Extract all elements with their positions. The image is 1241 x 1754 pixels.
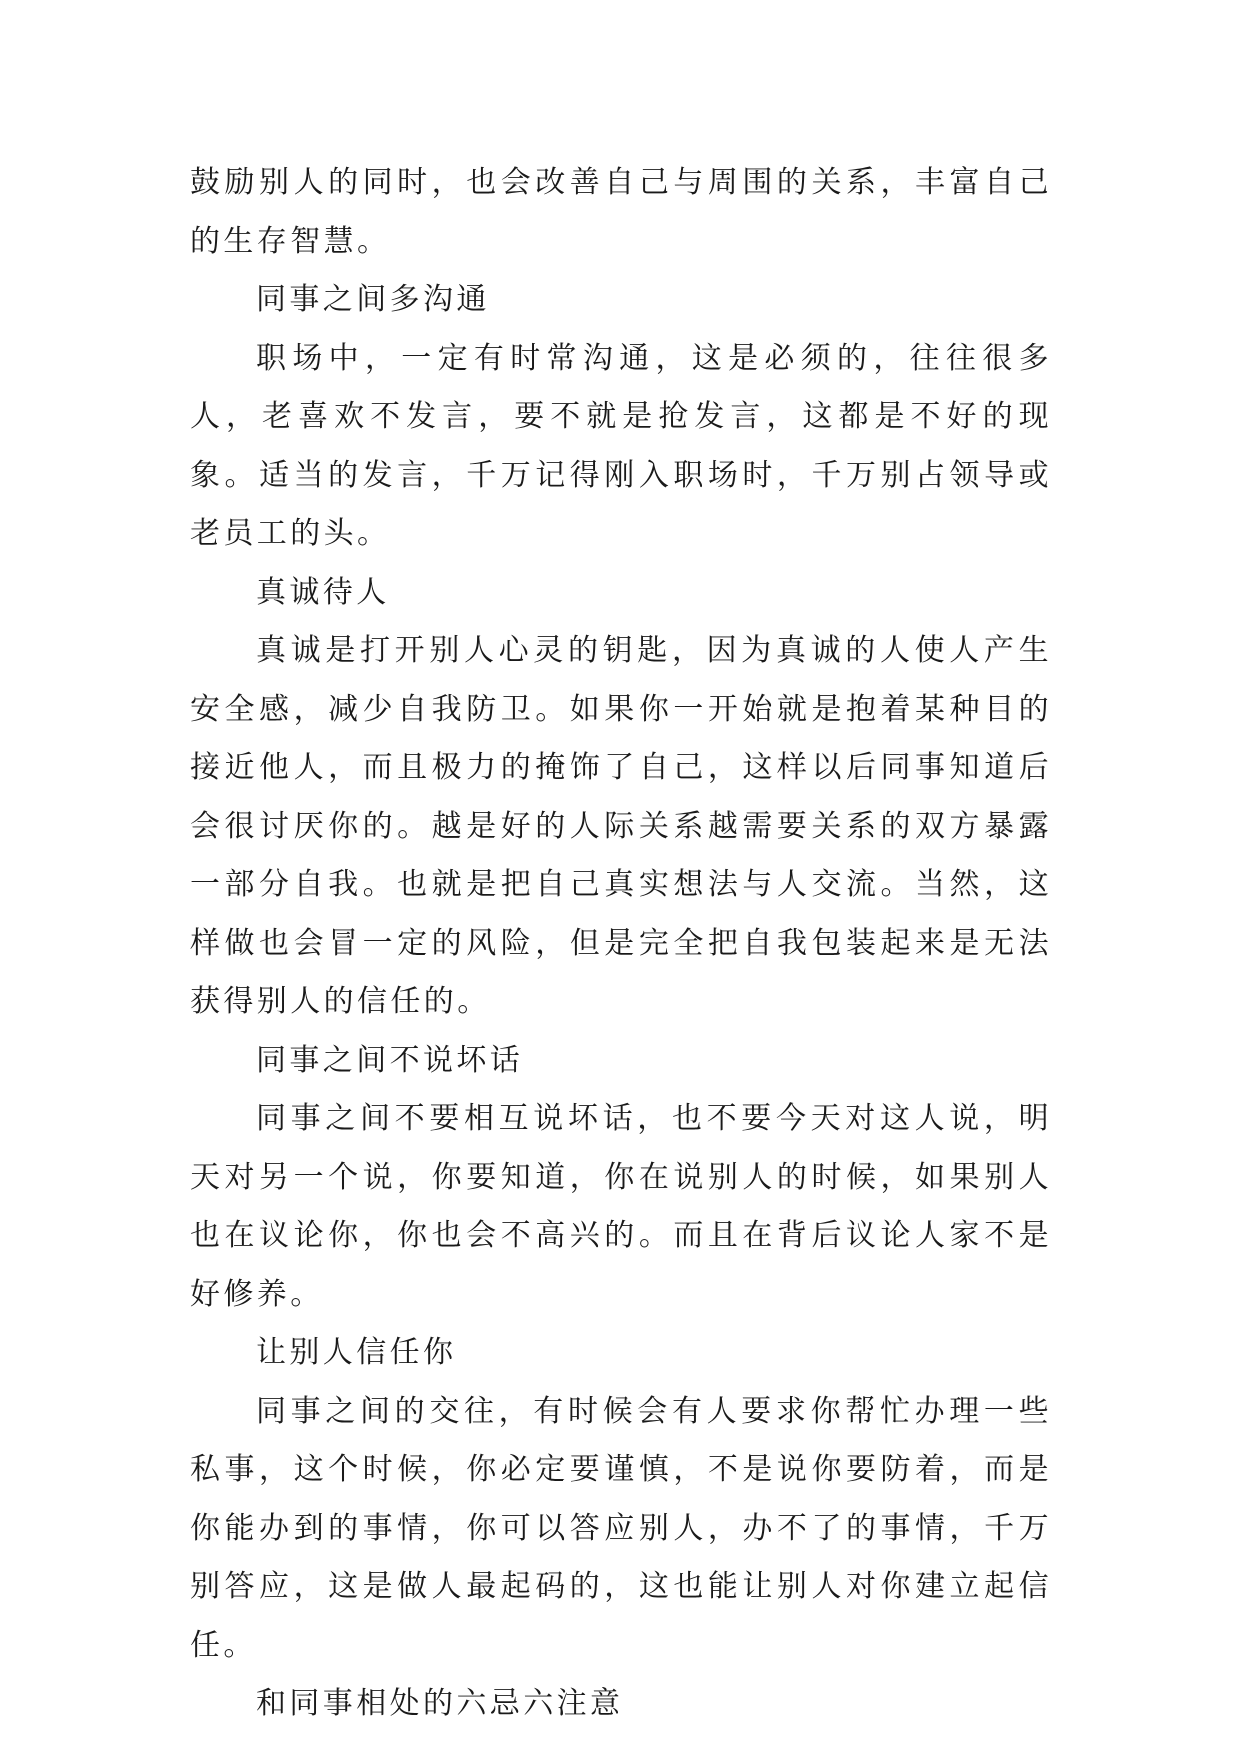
paragraph-no-gossip: 同事之间不要相互说坏话，也不要今天对这人说，明天对另一个说，你要知道，你在说别人的时候，如果别人也在议论你，你也会不高兴的。而且在背后议论人家不是好修养。: [190, 1101, 1052, 1312]
heading-communicate: 同事之间多沟通: [256, 282, 490, 317]
heading-no-gossip: 同事之间不说坏话: [256, 1042, 524, 1078]
paragraph-sincerity: 真诚是打开别人心灵的钥匙，因为真诚的人使人产生安全感，减少自我防卫。如果你一开始就是抱着某种目的接近他人，而且极力的掩饰了自己，这样以后同事知道后会很讨厌你的。越是好的人际关系越需要关系的双方暴露一部分自我。也就是把自己真实想法与人交流。当然，这样做也会冒一定的风险，但是完全把自我包装起来是无法获得别人的信任的。: [190, 633, 1052, 1019]
heading-sincerity: 真诚待人: [256, 574, 390, 610]
heading-six-taboos: 和同事相处的六忌六注意: [256, 1686, 624, 1721]
document-body: [190, 154, 1052, 1734]
heading-trust: 让别人信任你: [256, 1335, 457, 1370]
paragraph-trust: 同事之间的交往，有时候会有人要求你帮忙办理一些私事，这个时候，你必定要谨慎，不是说你要防着，而是你能办到的事情，你可以答应别人，办不了的事情，千万别答应，这是做人最起码的，这也能让别人对你建立起信任。: [190, 1393, 1052, 1663]
paragraph-communicate: 职场中，一定有时常沟通，这是必须的，往往很多人，老喜欢不发言，要不就是抢发言，这都是不好的现象。适当的发言，千万记得刚入职场时，千万别占领导或老员工的头。: [190, 340, 1052, 551]
paragraph-encourage-others: 鼓励别人的同时，也会改善自己与周围的关系，丰富自己的生存智慧。: [190, 165, 1052, 259]
